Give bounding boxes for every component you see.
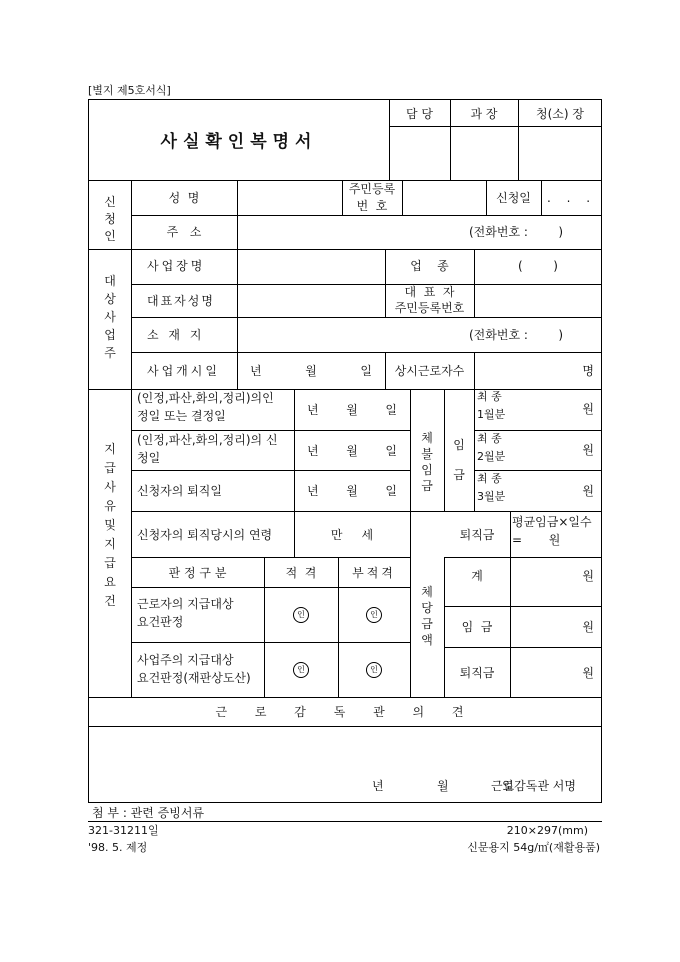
business-name-label: 사업장명 — [147, 259, 206, 273]
representative-name-label: 대표자성명 — [147, 294, 215, 308]
applicant-phone: (전화번호 : ) — [469, 225, 564, 239]
eligible-header: 적 격 — [285, 566, 317, 580]
rrn-label-2: 번 호 — [356, 199, 388, 213]
sub-severance-won: 원 — [582, 666, 594, 680]
month3-won: 원 — [582, 484, 594, 498]
inspector-signature-label: 근로감독관 서명 — [491, 779, 576, 793]
month1-line1: 최 종 — [477, 390, 502, 403]
approval-director-label: 청(소) 장 — [536, 107, 584, 121]
approval-staff-label: 담 당 — [406, 107, 433, 121]
ineligible-header: 부적격 — [352, 566, 396, 580]
recognition-date-ymd: 년 월 일 — [306, 403, 398, 417]
application-filing-date-line2: 청일 — [137, 451, 161, 465]
start-date-label: 사업개시일 — [147, 364, 220, 378]
name-label: 성 명 — [168, 191, 200, 205]
rep-rrn-label-2: 주민등록번호 — [394, 301, 465, 315]
severance-label: 퇴직금 — [459, 528, 495, 542]
total-label: 계 — [471, 569, 483, 583]
approval-manager-label: 과 장 — [470, 107, 498, 121]
recognition-date-line1: (인정,파산,화의,정리)의인 — [137, 391, 274, 405]
form-number-label: [별지 제5호서식] — [88, 84, 171, 97]
month2-won: 원 — [582, 443, 594, 457]
applicant-group-label: 신청인 — [104, 195, 116, 243]
recognition-date-line2: 정일 또는 결정일 — [137, 409, 226, 423]
rrn-label-1: 주민등록 — [348, 182, 396, 196]
fact-confirmation-form — [88, 99, 602, 803]
sub-wage-label: 임 금 — [461, 620, 493, 634]
worker-ineligible-seal: 인 — [366, 607, 382, 623]
month1-line2: 1월분 — [477, 408, 506, 421]
owner-ineligible-seal: 인 — [366, 662, 382, 678]
paper-size: 210×297(mm) — [506, 824, 588, 837]
worker-eligible-seal: 인 — [293, 607, 309, 623]
application-date-label: 신청일 — [496, 191, 531, 205]
employer-group-label: 대상사업주 — [104, 274, 116, 360]
average-wage-formula-line1: 평균임금×일수 — [512, 515, 592, 529]
judgement-header: 판 정 구 분 — [168, 566, 227, 580]
worker-eligibility-line2: 요건판정 — [137, 615, 184, 629]
paper-spec: 신문용지 54g/㎡(재활용품) — [467, 841, 600, 854]
sub-wage-won: 원 — [582, 620, 594, 634]
owner-eligible-seal: 인 — [293, 662, 309, 678]
substitute-amount-label: 체당금액 — [421, 585, 433, 647]
month2-line1: 최 종 — [477, 432, 502, 445]
regular-workers-label: 상시근로자수 — [394, 364, 465, 378]
payment-reason-group-label: 지급사유및지급요건 — [104, 442, 116, 608]
application-filing-date-line1: (인정,파산,화의,정리)의 신 — [137, 433, 278, 447]
month3-line1: 최 종 — [477, 472, 502, 485]
application-date-value: . . . — [546, 191, 597, 205]
owner-eligibility-line1: 사업주의 지급대상 — [137, 653, 234, 667]
unpaid-wages-label: 체불임금 — [421, 431, 433, 493]
form-code: 321-31211일 — [88, 824, 159, 837]
retirement-date-ymd: 년 월 일 — [306, 484, 398, 498]
industry-label: 업 종 — [410, 259, 449, 273]
attachment-note: 첨 부 : 관련 증빙서류 — [92, 806, 205, 820]
start-date-value: 년 월 일 — [249, 364, 373, 378]
owner-eligibility-line2: 요건판정(재판상도산) — [137, 671, 251, 685]
month1-won: 원 — [582, 402, 594, 416]
total-won: 원 — [582, 569, 594, 583]
retirement-date-label: 신청자의 퇴직일 — [137, 484, 222, 498]
filing-date-ymd: 년 월 일 — [306, 444, 398, 458]
employer-phone: (전화번호 : ) — [469, 328, 564, 342]
form-title: 사실확인복명서 — [160, 132, 318, 152]
location-label: 소 재 지 — [147, 328, 205, 342]
regular-workers-unit: 명 — [582, 364, 594, 378]
wage-label: 임금 — [453, 438, 465, 482]
retirement-age-label: 신청자의 퇴직당시의 연령 — [137, 528, 273, 542]
average-wage-formula-line2: = 원 — [512, 533, 561, 547]
industry-value: ( ) — [518, 259, 558, 273]
month3-line2: 3월분 — [477, 490, 506, 503]
address-label: 주 소 — [166, 225, 202, 239]
inspector-opinion-header: 근 로 감 독 관 의 견 — [215, 705, 476, 719]
retirement-age-value: 만 세 — [330, 528, 374, 542]
opinion-date: 년 월 일 — [372, 779, 514, 793]
rep-rrn-label-1: 대 표 자 — [404, 285, 455, 299]
revision-date: '98. 5. 제정 — [88, 841, 148, 854]
month2-line2: 2월분 — [477, 450, 506, 463]
sub-severance-label: 퇴직금 — [459, 666, 495, 680]
worker-eligibility-line1: 근로자의 지급대상 — [137, 597, 234, 611]
